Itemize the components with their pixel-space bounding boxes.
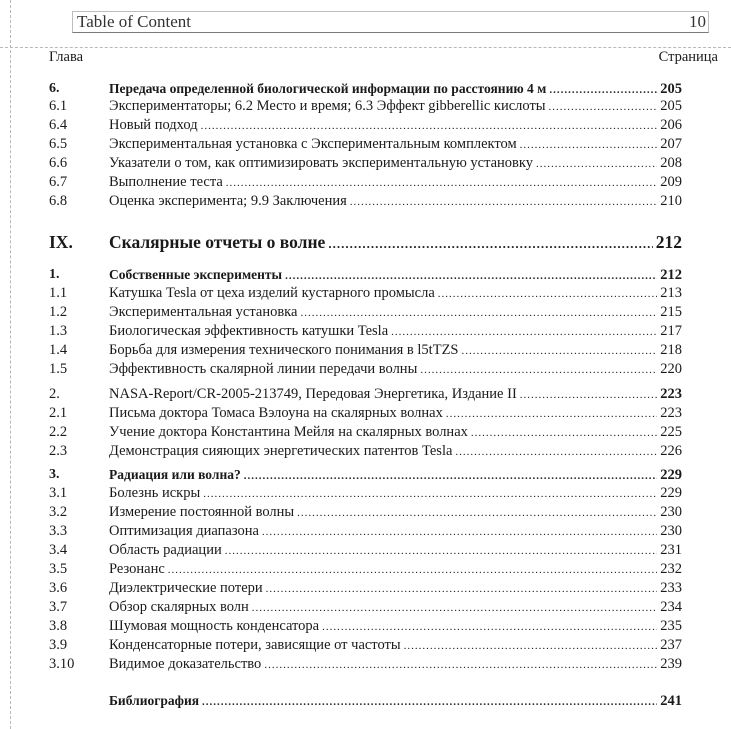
toc-entry-number: 1.5 — [49, 361, 68, 377]
toc-entry-number: 2.3 — [49, 443, 68, 459]
toc-entry-number: 1.3 — [49, 323, 68, 339]
toc-entry-page: 220 — [660, 361, 682, 377]
dot-leader — [322, 617, 657, 636]
toc-entry-page: 212 — [660, 267, 682, 283]
toc-entry — [109, 522, 682, 541]
toc-entry-page: 239 — [660, 656, 682, 672]
toc-entry-title: Новый подход — [109, 117, 198, 133]
dot-leader — [297, 503, 657, 522]
toc-entry-title: Указатели о том, как оптимизировать экспериментальную установку — [109, 155, 533, 171]
toc-entry-title: Передача определенной биологической информации по расстоянию 4 м — [109, 81, 547, 96]
toc-entry — [109, 360, 682, 379]
dot-leader — [225, 541, 658, 560]
toc-entry-page: 226 — [660, 443, 682, 459]
toc-entry-page: 213 — [660, 285, 682, 301]
toc-row — [0, 541, 731, 560]
toc-entry-title: Шумовая мощность конденсатора — [109, 618, 320, 634]
toc-entry-number: 1. — [49, 267, 60, 282]
toc-entry-page: 217 — [660, 323, 682, 339]
toc-entry — [109, 465, 682, 485]
toc-entry-number: IX. — [49, 232, 73, 252]
toc-entry — [109, 691, 682, 711]
dot-leader — [328, 229, 652, 255]
toc-entry-number: 6.6 — [49, 155, 68, 171]
toc-entry — [109, 655, 682, 674]
toc-entry-number: 6.8 — [49, 193, 68, 209]
toc-entry — [109, 97, 682, 116]
toc-entry-title: Учение доктора Константина Мейля на скалярных волнах — [109, 424, 468, 440]
toc-entry-title: Собственные эксперименты — [109, 267, 283, 282]
toc-entry-title: Оптимизация диапазона — [109, 523, 259, 539]
toc-entry-number: 6.5 — [49, 136, 68, 152]
toc-entry-number: 6.1 — [49, 98, 68, 114]
toc-entry — [109, 322, 682, 341]
dot-leader — [536, 154, 657, 173]
toc-row — [0, 341, 731, 360]
toc-entry-title: Конденсаторные потери, зависящие от частоты — [109, 637, 401, 653]
dot-leader — [420, 360, 657, 379]
toc-entry-number: 6. — [49, 81, 60, 96]
toc-entry-number: 3.1 — [49, 485, 68, 501]
dot-leader — [285, 266, 657, 285]
toc-entry-page: 209 — [660, 174, 682, 190]
dot-leader — [168, 560, 657, 579]
toc-entry-page: 223 — [660, 405, 682, 421]
toc-row — [0, 303, 731, 322]
toc-entry-page: 233 — [660, 580, 682, 596]
toc-entry-number: 3.4 — [49, 542, 68, 558]
toc-entry — [109, 79, 682, 99]
toc-entry-number: 3.6 — [49, 580, 68, 596]
toc-entry-page: 225 — [660, 424, 682, 440]
toc-entry — [109, 192, 682, 211]
toc-entry — [109, 442, 682, 461]
toc-entry-title: Письма доктора Томаса Вэлоуна на скалярных волнах — [109, 405, 443, 421]
toc-entry — [109, 116, 682, 135]
toc-entry — [109, 560, 682, 579]
toc-entry-number: 3.5 — [49, 561, 68, 577]
toc-row — [0, 404, 731, 423]
toc-entry-number: 3.8 — [49, 618, 68, 634]
toc-row — [0, 265, 731, 284]
toc-entry-title: Выполнение теста — [109, 174, 223, 190]
toc-entry-page: 230 — [660, 523, 682, 539]
toc-entry-page: 234 — [660, 599, 682, 615]
toc-entry-title: Болезнь искры — [109, 485, 201, 501]
toc-entry-number: 1.1 — [49, 285, 68, 301]
toc-entry-page: 215 — [660, 304, 682, 320]
toc-row — [0, 598, 731, 617]
toc-entry-number: 1.2 — [49, 304, 68, 320]
toc-entry-number: 2. — [49, 386, 60, 402]
toc-entry-title: Библиография — [109, 693, 200, 708]
dot-leader — [202, 692, 657, 711]
toc-entry-title: Эффективность скалярной линии передачи волны — [109, 361, 418, 377]
toc-entry-number: 3.7 — [49, 599, 68, 615]
toc-entry-page: 237 — [660, 637, 682, 653]
toc-entry-page: 207 — [660, 136, 682, 152]
toc-row — [0, 154, 731, 173]
toc-entry-title: Видимое доказательство — [109, 656, 262, 672]
header-page-number: 10 — [689, 12, 706, 31]
toc-entry-title: Область радиации — [109, 542, 222, 558]
toc-entry-title: Измерение постоянной волны — [109, 504, 295, 520]
toc-row — [0, 655, 731, 674]
toc-row — [0, 579, 731, 598]
toc-entry-page: 210 — [660, 193, 682, 209]
toc-entry-page: 230 — [660, 504, 682, 520]
dot-leader — [226, 173, 657, 192]
toc-entry-title: Экспериментальная установка — [109, 304, 298, 320]
dot-leader — [350, 192, 657, 211]
dot-leader — [471, 423, 657, 442]
dot-leader — [264, 655, 657, 674]
toc-entry — [109, 341, 682, 360]
toc-entry — [109, 173, 682, 192]
toc-entry-number: 3.2 — [49, 504, 68, 520]
toc-entry — [109, 284, 682, 303]
toc-row — [0, 79, 731, 98]
dot-leader — [244, 466, 658, 485]
dot-leader — [391, 322, 657, 341]
dot-leader — [462, 341, 658, 360]
toc-entry-title: Радиация или волна? — [109, 467, 241, 482]
toc-row — [0, 385, 731, 404]
toc-entry-page: 208 — [660, 155, 682, 171]
toc-entry — [109, 154, 682, 173]
toc-entry — [109, 579, 682, 598]
toc-entry-title: Оценка эксперимента; 9.9 Заключения — [109, 193, 347, 209]
dot-leader — [300, 303, 657, 322]
toc-row — [0, 97, 731, 116]
dot-leader — [520, 135, 658, 154]
toc-entry-page: 232 — [660, 561, 682, 577]
page-header — [72, 11, 709, 33]
toc-entry — [109, 503, 682, 522]
toc-entry-page: 205 — [660, 81, 682, 97]
toc-entry-number: 3.3 — [49, 523, 68, 539]
toc-entry-number: 1.4 — [49, 342, 68, 358]
toc-entry — [109, 598, 682, 617]
toc-entry-title: Скалярные отчеты о волне — [109, 232, 326, 252]
header-title: Table of Content — [77, 12, 192, 31]
toc-entry-title: Демонстрация сияющих энергетических патентов Tesla — [109, 443, 453, 459]
toc-entry — [109, 423, 682, 442]
dot-leader — [266, 579, 658, 598]
toc-row — [0, 465, 731, 484]
toc-row — [0, 229, 731, 255]
toc-entry-number: 3.9 — [49, 637, 68, 653]
toc-entry-page: 229 — [660, 467, 682, 483]
toc-entry-page: 206 — [660, 117, 682, 133]
dot-leader — [201, 116, 658, 135]
toc-entry — [109, 229, 682, 255]
toc-entry — [109, 484, 682, 503]
toc-entry-page: 235 — [660, 618, 682, 634]
toc-entry-page: 231 — [660, 542, 682, 558]
dot-leader — [438, 284, 657, 303]
toc-entry-title: Резонанс — [109, 561, 165, 577]
toc-entry-number: 6.4 — [49, 117, 68, 133]
dot-leader — [262, 522, 657, 541]
toc-row — [0, 503, 731, 522]
toc-entry-page: 212 — [655, 232, 682, 252]
toc-row — [0, 484, 731, 503]
dot-leader — [455, 442, 657, 461]
toc-row — [0, 617, 731, 636]
page-margin-guide-horizontal — [0, 47, 731, 48]
toc-entry-number: 6.7 — [49, 174, 68, 190]
toc-row — [0, 116, 731, 135]
toc-entry-title: Экспериментаторы; 6.2 Место и время; 6.3 Эффект gibberellic кислоты — [109, 98, 546, 114]
toc-entry-page: 218 — [660, 342, 682, 358]
dot-leader — [203, 484, 657, 503]
toc-entry-number: 3.10 — [49, 656, 75, 672]
toc-entry-page: 229 — [660, 485, 682, 501]
toc-entry — [109, 404, 682, 423]
toc-entry-title: NASA-Report/CR-2005-213749, Передовая Энергетика, Издание II — [109, 386, 517, 402]
toc-entry-number: 2.2 — [49, 424, 68, 440]
toc-entry-title: Диэлектрические потери — [109, 580, 263, 596]
toc-row — [0, 284, 731, 303]
toc-entry-page: 241 — [660, 693, 682, 709]
toc-row — [0, 322, 731, 341]
chapter-column-label: Глава — [49, 49, 84, 65]
toc-row — [0, 560, 731, 579]
toc-entry — [109, 541, 682, 560]
dot-leader — [446, 404, 657, 423]
toc-entry-title: Катушка Tesla от цеха изделий кустарного промысла — [109, 285, 435, 301]
toc-row — [0, 691, 731, 710]
toc-entry-number: 2.1 — [49, 405, 68, 421]
toc-entry — [109, 265, 682, 285]
toc-entry-title: Борьба для измерения технического понимания в l5tTZS — [109, 342, 459, 358]
toc-row — [0, 360, 731, 379]
toc-entry — [109, 385, 682, 404]
toc-entry — [109, 135, 682, 154]
toc-row — [0, 192, 731, 211]
dot-leader — [252, 598, 657, 617]
toc-entry — [109, 303, 682, 322]
toc-entry-title: Экспериментальная установка с Экспериментальным комплектом — [109, 136, 517, 152]
toc-entry-title: Обзор скалярных волн — [109, 599, 249, 615]
toc-row — [0, 423, 731, 442]
toc-row — [0, 173, 731, 192]
toc-entry-page: 205 — [660, 98, 682, 114]
toc-entry-page: 223 — [660, 386, 682, 402]
toc-row — [0, 442, 731, 461]
dot-leader — [549, 97, 658, 116]
toc-row — [0, 522, 731, 541]
page-column-label: Страница — [658, 49, 718, 65]
toc-entry — [109, 617, 682, 636]
toc-row — [0, 135, 731, 154]
toc-entry — [109, 636, 682, 655]
dot-leader — [520, 385, 657, 404]
toc-row — [0, 636, 731, 655]
dot-leader — [404, 636, 658, 655]
toc-entry-number: 3. — [49, 467, 60, 482]
toc-entry-title: Биологическая эффективность катушки Tesla — [109, 323, 389, 339]
